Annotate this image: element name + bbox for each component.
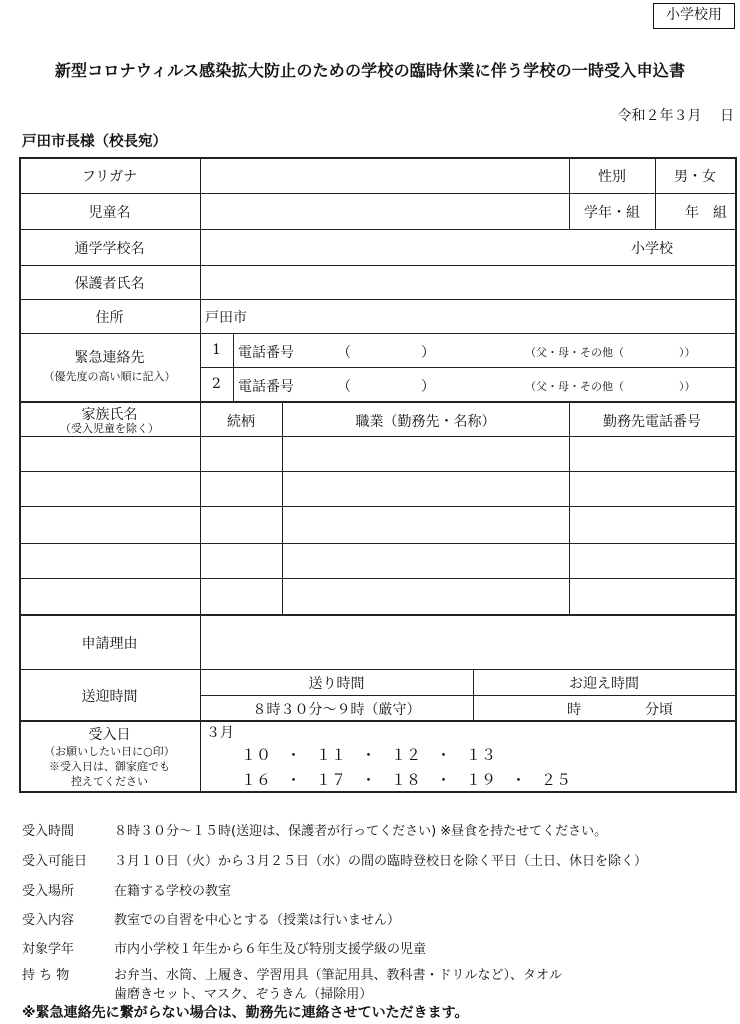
application-reason-field[interactable] [203,617,733,667]
emergency-phone-field[interactable]: （ ） [337,379,435,395]
pickup-minute-field[interactable]: 分頃 [645,702,673,718]
note-text: 教室での自習を中心とする（授業は行いません） [114,913,401,928]
admission-day-note: ※受入日は、御家庭でも [49,760,170,773]
dropoff-time-value: ８時３０分～９時（厳守） [252,702,421,718]
guardian-name-field[interactable] [203,267,733,297]
dropoff-time-header: 送り時間 [308,676,365,692]
transport-time-label: 送迎時間 [81,689,138,705]
note-label: 受入場所 [22,884,75,899]
note-text: ３月１０日（火）から３月２５日（水）の間の臨時登校日を除く平日（土日、休日を除く） [114,854,648,869]
application-form-table [19,157,737,793]
note-text: 市内小学校１年生から６年生及び特別支援学級の児童 [114,942,427,957]
emergency-row-number: 1 [212,342,221,358]
belongings-line-2: 歯磨きセット、マスク、ぞうきん（掃除用） [114,987,373,1002]
family-row[interactable] [21,545,733,576]
note-label: 受入内容 [22,913,75,928]
child-name-label: 児童名 [88,205,131,221]
family-row[interactable] [21,580,733,612]
address-field[interactable]: 戸田市 [205,310,247,326]
family-name-note: （受入児童を除く） [60,422,159,435]
guardian-name-label: 保護者氏名 [74,276,145,292]
emergency-relation-field[interactable]: （父・母・その他（ ）） [525,380,696,393]
grade-class-label: 学年・組 [584,205,640,221]
family-name-label: 家族氏名 [81,407,138,423]
admission-day-note: 控えてください [71,775,148,788]
school-name-label: 通学学校名 [74,241,145,257]
gender-options[interactable]: 男・女 [674,169,716,185]
emergency-contact-note: （優先度の高い順に記入） [43,370,176,383]
furigana-label: フリガナ [81,169,138,185]
admission-days-row1[interactable]: １０ ・ １１ ・ １２ ・ １３ [241,746,497,764]
admission-month: ３月 [206,725,234,741]
gender-label: 性別 [598,169,626,185]
family-row[interactable] [21,473,733,504]
pickup-hour-field[interactable]: 時 [567,702,581,718]
application-reason-label: 申請理由 [81,636,138,652]
emergency-contact-label: 緊急連絡先 [74,350,145,366]
occupation-header: 職業（勤務先・名称） [355,414,496,430]
emergency-phone-field[interactable]: （ ） [337,345,435,361]
note-label: 対象学年 [22,942,75,957]
note-text: ８時３０分～１５時(送迎は、保護者が行ってください) ※昼食を持たせてください。 [114,824,608,839]
application-date: 令和２年３月 日 [617,108,734,124]
family-row[interactable] [21,508,733,541]
admission-days-row2[interactable]: １６ ・ １７ ・ １８ ・ １９ ・ ２５ [241,771,572,789]
final-note: ※緊急連絡先に繋がらない場合は、勤務先に連絡させていただきます。 [22,1005,469,1021]
page-title: 新型コロナウィルス感染拡大防止のための学校の臨時休業に伴う学校の一時受入申込書 [54,61,686,80]
note-label: 受入可能日 [22,854,88,869]
admission-day-label: 受入日 [88,727,131,743]
emergency-row-number: 2 [212,376,221,392]
grade-class-field[interactable]: 年 組 [685,205,727,221]
furigana-field[interactable] [203,159,567,191]
note-text: 在籍する学校の教室 [114,884,232,899]
address-label: 住所 [95,310,124,326]
addressee: 戸田市長様（校長宛） [22,134,167,150]
emergency-phone-label: 電話番号 [238,345,294,361]
note-label: 持 ち 物 [22,968,70,983]
work-phone-header: 勤務先電話番号 [603,414,701,430]
emergency-relation-field[interactable]: （父・母・その他（ ）） [525,346,696,359]
note-text: お弁当、水筒、上履き、学習用具（筆記用具、教科書・ドリルなど）、タオル [114,968,562,983]
child-name-field[interactable] [203,195,567,227]
admission-day-note: （お願いしたい日に○印） [44,745,175,758]
emergency-phone-label: 電話番号 [238,379,294,395]
relationship-header: 続柄 [227,414,255,430]
note-label: 受入時間 [22,824,75,839]
family-row[interactable] [21,438,733,469]
school-name-field[interactable]: 小学校 [631,241,673,257]
form-type-badge: 小学校用 [653,3,735,29]
pickup-time-header: お迎え時間 [569,676,639,692]
